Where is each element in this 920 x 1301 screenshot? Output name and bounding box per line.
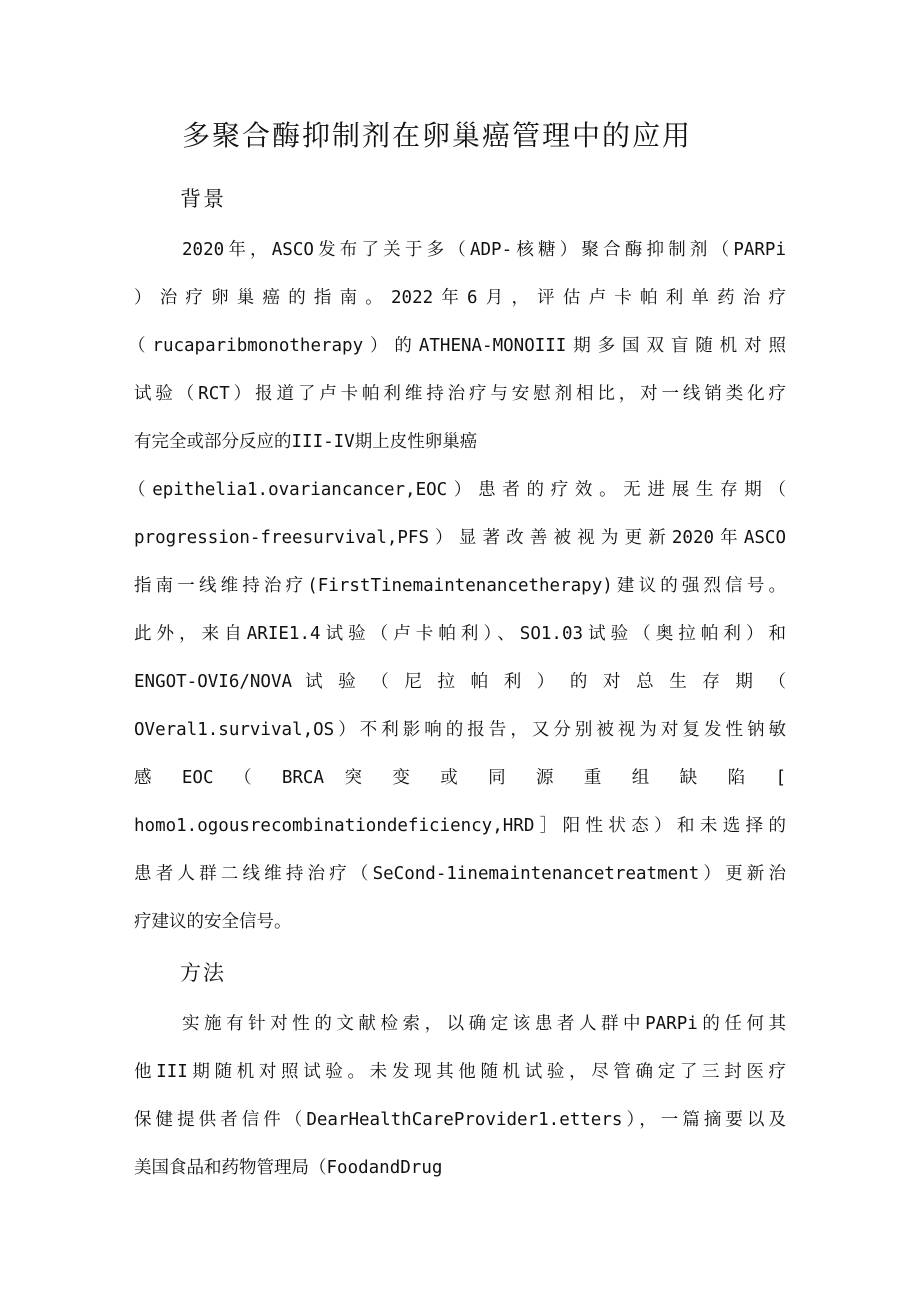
paragraph-line: 指南一线维持治疗(FirstTinemaintenancetherapy)建议的强烈信号。 [134,576,786,596]
paragraph-line: （rucaparibmonotherapy）的ATHENA-MONOIII期多国双盲随机对照 [128,336,786,356]
paragraph-line: ENGOT-OVI6/NOVA 试 验 （ 尼 拉 帕 利 ） 的 对 总 生 存 期 （ [134,672,786,692]
paragraph-line: 有完全或部分反应的III-IV期上皮性卵巢癌 [134,432,478,452]
paragraph-line: 患者人群二线维持治疗（SeCond-1inemaintenancetreatment）更新治 [134,864,786,884]
paragraph-line: progression-freesurvival,PFS）显著改善被视为更新2020年ASCO [134,528,786,548]
paragraph-line: 实施有针对性的文献检索，以确定该患者人群中PARPi的任何其 [182,1014,786,1034]
section-heading-background: 背景 [180,187,226,211]
document-title: 多聚合酶抑制剂在卵巢癌管理中的应用 [182,119,693,152]
paragraph-line: ）治疗卵巢癌的指南。2022年6月，评估卢卡帕利单药治疗 [134,288,786,308]
paragraph-line: （epithelia1.ovariancancer,EOC）患者的疗效。无进展生存期（ [128,480,786,500]
paragraph-line: 此外，来自ARIE1.4试验（卢卡帕利）、SO1.03试验（奥拉帕利）和 [134,624,786,644]
paragraph-line: 疗建议的安全信号。 [134,912,292,932]
paragraph-line: homo1.ogousrecombinationdeficiency,HRD］阳性状态）和未选择的 [134,816,786,836]
paragraph-line: 保健提供者信件（DearHealthCareProvider1.etters），一篇摘要以及 [134,1110,786,1130]
paragraph-line: 试验（RCT）报道了卢卡帕利维持治疗与安慰剂相比，对一线销类化疗 [134,384,786,404]
paragraph-line: OVeral1.survival,OS）不利影响的报告，又分别被视为对复发性钠敏 [134,720,786,740]
paragraph-line: 美国食品和药物管理局（FoodandDrug [134,1158,443,1178]
paragraph-line: 感 EOC （ BRCA 突 变 或 同 源 重 组 缺 陷 [ [134,768,786,788]
section-heading-methods: 方法 [180,961,226,985]
paragraph-line: 他III期随机对照试验。未发现其他随机试验，尽管确定了三封医疗 [134,1062,786,1082]
paragraph-line: 2020年，ASCO发布了关于多（ADP-核糖）聚合酶抑制剂（PARPi [182,240,786,260]
